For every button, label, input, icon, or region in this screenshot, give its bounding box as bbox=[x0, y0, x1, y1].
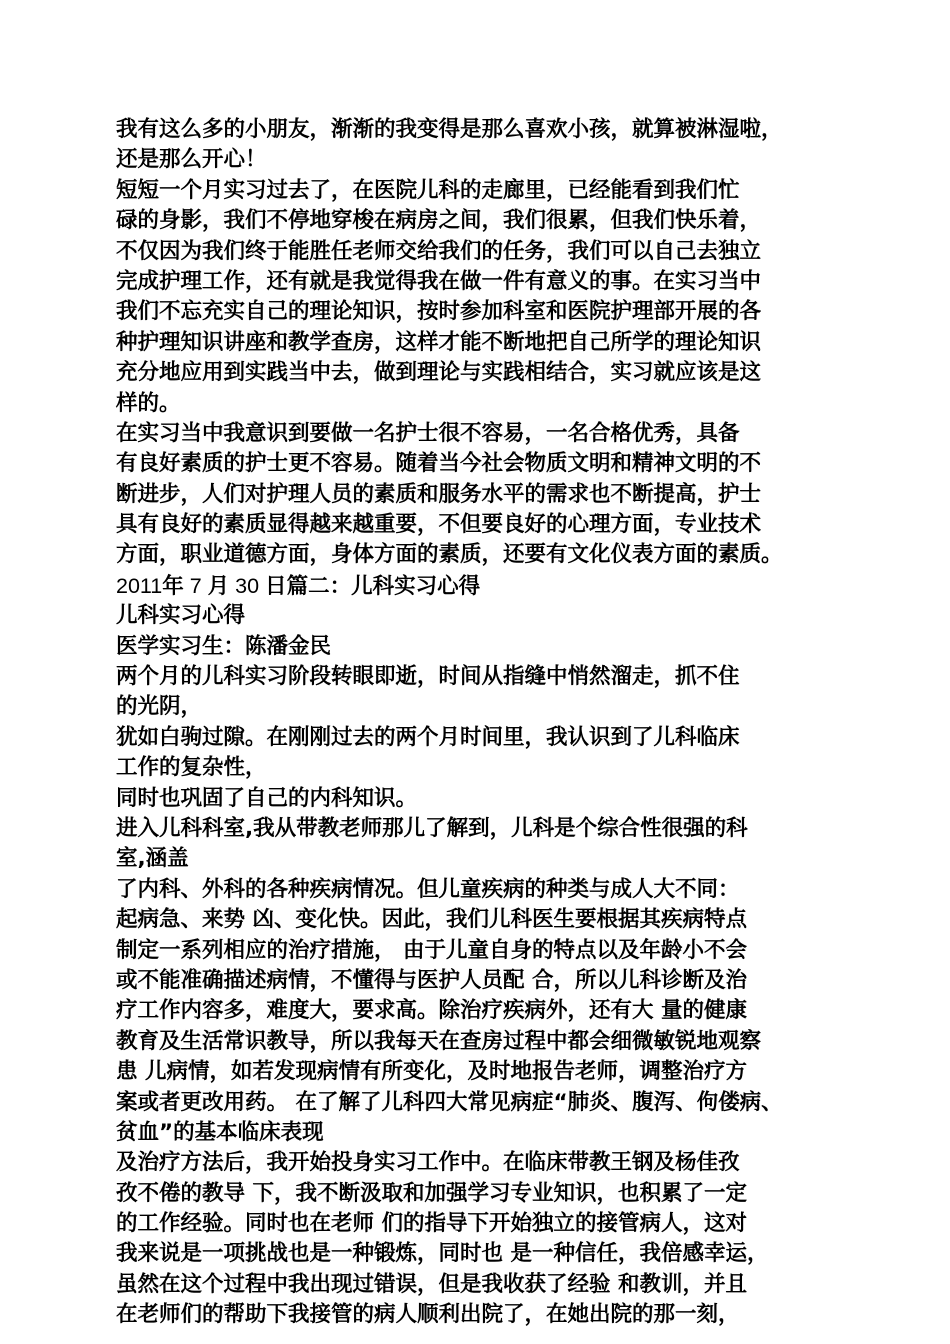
text-line: 了内科、外科的各种疾病情况。但儿童疾病的种类与成人大不同： bbox=[116, 876, 740, 902]
text-line: 工作的复杂性， bbox=[116, 755, 267, 781]
date-day-number: 30 bbox=[229, 573, 266, 598]
text-line: 方面，职业道德方面，身体方面的素质，还要有文化仪表方面的素质。 bbox=[116, 542, 783, 568]
text-line: 室,涵盖 bbox=[116, 846, 189, 872]
date-month-char: 月 bbox=[207, 573, 230, 599]
text-line: 我来说是一项挑战也是一种锻炼，同时也 是一种信任，我倍感幸运， bbox=[116, 1241, 769, 1267]
text-line: 不仅因为我们终于能胜任老师交给我们的任务，我们可以自己去独立 bbox=[116, 238, 762, 264]
date-year-number: 2011 bbox=[116, 573, 163, 598]
text-line: 同时也巩固了自己的内科知识。 bbox=[116, 785, 418, 811]
text-line: 我有这么多的小朋友，渐渐的我变得是那么喜欢小孩，就算被淋湿啦， bbox=[116, 117, 783, 142]
text-line: 孜不倦的教导 下，我不断汲取和加强学习专业知识，也积累了一定 bbox=[116, 1180, 747, 1206]
text-line: 贫血”的基本临床表现 bbox=[116, 1119, 324, 1145]
text-line: 儿科实习心得 bbox=[116, 603, 246, 629]
text-line: 及治疗方法后，我开始投身实习工作中。在临床带教王钢及杨佳孜 bbox=[116, 1150, 740, 1176]
document-page bbox=[116, 115, 846, 1331]
text-line: 短短一个月实习过去了，在医院儿科的走廊里，已经能看到我们忙 bbox=[116, 177, 740, 203]
section-title: 篇二：儿科实习心得 bbox=[286, 573, 481, 599]
text-line: 疗工作内容多，难度大，要求高。除治疗疾病外，还有大 量的健康 bbox=[116, 998, 747, 1024]
text-line: 患 儿病情，如若发现病情有所变化，及时地报告老师，调整治疗方 bbox=[116, 1059, 747, 1085]
text-line: 制定一系列相应的治疗措施， 由于儿童自身的特点以及年龄小不会 bbox=[116, 937, 747, 963]
date-day-char: 日 bbox=[265, 573, 287, 599]
text-line: 具有良好的素质显得越来越重要，不但要良好的心理方面，专业技术 bbox=[116, 512, 762, 538]
text-line: 案或者更改用药。 在了解了儿科四大常见病症“肺炎、腹泻、佝偻病、 bbox=[116, 1089, 783, 1115]
text-line: 或不能准确描述病情，不懂得与医护人员配 合，所以儿科诊断及治 bbox=[116, 967, 747, 993]
text-line: 样的。 bbox=[116, 390, 181, 416]
text-line: 断进步，人们对护理人员的素质和服务水平的需求也不断提高，护士 bbox=[116, 481, 762, 507]
paragraph-block-2 bbox=[116, 601, 846, 1330]
text-line: 碌的身影，我们不停地穿梭在病房之间，我们很累，但我们快乐着， bbox=[116, 208, 762, 234]
text-line: 医学实习生：陈潘金民 bbox=[116, 633, 332, 659]
text-line: 种护理知识讲座和教学查房，这样才能不断地把自己所学的理论知识 bbox=[116, 329, 762, 355]
text-line: 的工作经验。同时也在老师 们的指导下开始独立的接管病人，这对 bbox=[116, 1211, 747, 1237]
text-line: 起病急、来势 凶、变化快。因此，我们儿科医生要根据其疾病特点 bbox=[116, 907, 747, 933]
text-line: 教育及生活常识教导，所以我每天在查房过程中都会细微敏锐地观察 bbox=[116, 1028, 762, 1054]
text-line: 犹如白驹过隙。在刚刚过去的两个月时间里，我认识到了儿科临床 bbox=[116, 724, 740, 750]
text-line: 在老师们的帮助下我接管的病人顺利出院了，在她出院的那一刻， bbox=[116, 1302, 740, 1328]
text-line: 在实习当中我意识到要做一名护士很不容易，一名合格优秀，具备 bbox=[116, 420, 740, 446]
text-line: 还是那么开心！ bbox=[116, 147, 267, 173]
date-year-char: 年 bbox=[162, 573, 184, 599]
text-line: 的光阴， bbox=[116, 694, 203, 720]
text-line: 两个月的儿科实习阶段转眼即逝，时间从指缝中悄然溜走，抓不住 bbox=[116, 664, 740, 690]
paragraph-block-1 bbox=[116, 115, 846, 571]
text-line: 虽然在这个过程中我出现过错误，但是我收获了经验 和教训，并且 bbox=[116, 1271, 747, 1297]
date-title-line bbox=[116, 571, 846, 601]
text-line: 我们不忘充实自己的理论知识，按时参加科室和医院护理部开展的各 bbox=[116, 299, 762, 325]
text-line: 进入儿科科室,我从带教老师那儿了解到，儿科是个综合性很强的科 bbox=[116, 815, 748, 841]
text-line: 有良好素质的护士更不容易。随着当今社会物质文明和精神文明的不 bbox=[116, 451, 762, 477]
date-month-number: 7 bbox=[183, 573, 208, 598]
text-line: 充分地应用到实践当中去，做到理论与实践相结合，实习就应该是这 bbox=[116, 360, 762, 386]
text-line: 完成护理工作，还有就是我觉得我在做一件有意义的事。在实习当中 bbox=[116, 268, 762, 294]
